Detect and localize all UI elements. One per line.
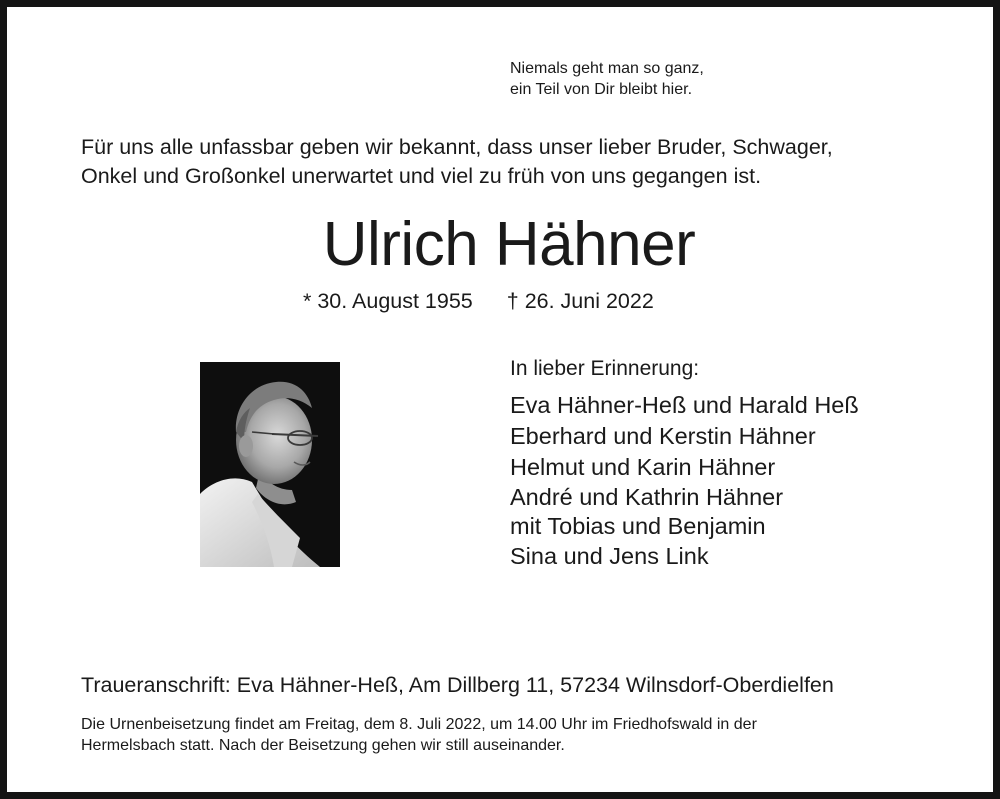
life-dates bbox=[303, 287, 654, 315]
announcement-text bbox=[81, 133, 951, 191]
announcement-line-1: Für uns alle unfassbar geben wir bekannt, dass unser lieber Bruder, Schwager, bbox=[81, 135, 833, 159]
mourning-address: Traueranschrift: Eva Hähner-Heß, Am Dillberg 11, 57234 Wilnsdorf-Oberdielfen bbox=[81, 673, 834, 697]
poem-line-1: Niemals geht man so ganz, bbox=[510, 60, 704, 77]
birth-date: * 30. August 1955 bbox=[303, 289, 473, 313]
portrait-illustration bbox=[200, 362, 340, 567]
poem-quote bbox=[510, 58, 704, 100]
burial-notice-line-2: Hermelsbach statt. Nach der Beisetzung gehen wir still auseinander. bbox=[81, 737, 565, 754]
mourner-entry: Helmut und Karin Hähner bbox=[510, 454, 776, 480]
burial-notice-line-1: Die Urnenbeisetzung findet am Freitag, dem 8. Juli 2022, um 14.00 Uhr im Friedhofswald in der bbox=[81, 716, 757, 733]
burial-notice bbox=[81, 714, 757, 756]
portrait-photo bbox=[200, 362, 340, 567]
death-date: † 26. Juni 2022 bbox=[506, 289, 654, 313]
poem-line-2: ein Teil von Dir bleibt hier. bbox=[510, 81, 693, 98]
mourner-entry: André und Kathrin Hähner bbox=[510, 484, 784, 510]
announcement-line-2: Onkel und Großonkel unerwartet und viel zu früh von uns gegangen ist. bbox=[81, 164, 762, 188]
mourners-list bbox=[510, 354, 859, 572]
mourner-entry: Sina und Jens Link bbox=[510, 543, 709, 569]
mourner-entry: Eberhard und Kerstin Hähner bbox=[510, 423, 816, 449]
mourners-heading: In lieber Erinnerung: bbox=[510, 357, 700, 380]
mourner-entry: Eva Hähner-Heß und Harald Heß bbox=[510, 392, 859, 418]
mourner-entry: mit Tobias und Benjamin bbox=[510, 513, 766, 539]
deceased-name: Ulrich Hähner bbox=[322, 210, 696, 279]
